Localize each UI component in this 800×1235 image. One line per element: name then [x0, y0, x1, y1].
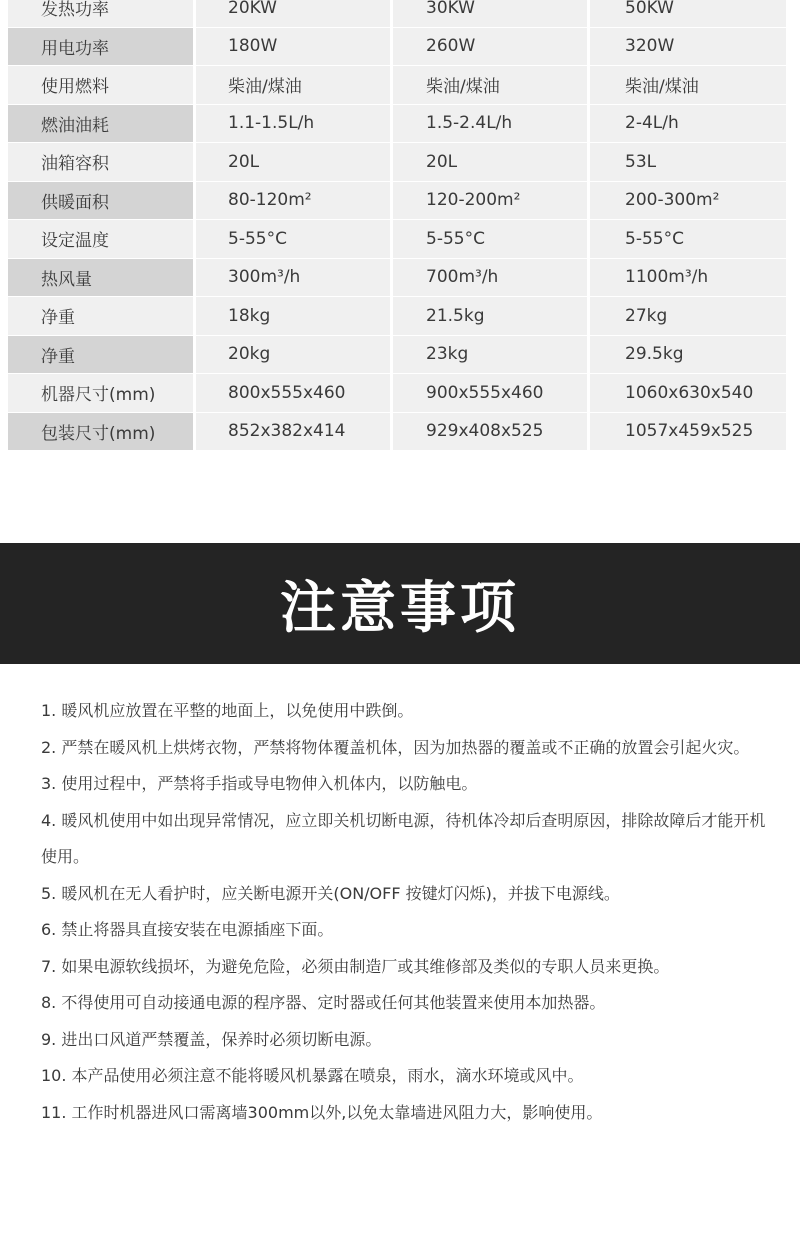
note-item: 6. 禁止将器具直接安装在电源插座下面。 — [41, 920, 334, 939]
spec-value-model-1: 800x555x460 — [196, 374, 393, 413]
spec-value-model-2: 900x555x460 — [393, 374, 590, 413]
spec-value-model-3: 1060x630x540 — [590, 374, 786, 413]
spec-label: 使用燃料 — [8, 66, 196, 105]
spec-row — [8, 0, 786, 28]
spec-value-model-3: 29.5kg — [590, 336, 786, 375]
spec-value-model-1: 180W — [196, 28, 393, 67]
spec-value-model-1: 20kg — [196, 336, 393, 375]
spec-value-model-3: 柴油/煤油 — [590, 66, 786, 105]
note-item: 3. 使用过程中，严禁将手指或导电物伸入机体内，以防触电。 — [41, 774, 478, 793]
spec-label: 设定温度 — [8, 220, 196, 259]
spec-label: 机器尺寸(mm) — [8, 374, 196, 413]
spec-row — [8, 413, 786, 452]
spec-value-model-2: 柴油/煤油 — [393, 66, 590, 105]
note-item: 11. 工作时机器进风口需离墙300mm以外,以免太靠墙进风阻力大，影响使用。 — [41, 1102, 603, 1122]
spec-value-model-1: 300m³/h — [196, 259, 393, 298]
spec-row — [8, 143, 786, 182]
spec-label: 热风量 — [8, 259, 196, 298]
spec-row — [8, 28, 786, 67]
spec-value-model-1: 80-120m² — [196, 182, 393, 221]
banner-title: 注意事项 — [280, 575, 520, 641]
spec-label: 净重 — [8, 336, 196, 375]
spec-label: 供暖面积 — [8, 182, 196, 221]
notice-banner — [0, 543, 800, 664]
spec-value-model-2: 23kg — [393, 336, 590, 375]
note-item: 10. 本产品使用必须注意不能将暖风机暴露在喷泉，雨水，滴水环境或风中。 — [41, 1066, 584, 1085]
spec-row — [8, 336, 786, 375]
spec-value-model-1: 1.1-1.5L/h — [196, 105, 393, 144]
spec-row — [8, 66, 786, 105]
spec-label: 发热功率 — [8, 0, 196, 28]
note-item: 2. 严禁在暖风机上烘烤衣物，严禁将物体覆盖机体，因为加热器的覆盖或不正确的放置会引起火灾。 — [41, 737, 750, 757]
note-item: 4. 暖风机使用中如出现异常情况，应立即关机切断电源，待机体冷却后查明原因，排除故障后才能开机使用。 — [41, 810, 766, 866]
spec-value-model-2: 260W — [393, 28, 590, 67]
spec-table — [8, 0, 786, 451]
notes-list — [41, 693, 781, 1131]
spec-row — [8, 259, 786, 298]
spec-row — [8, 220, 786, 259]
spec-value-model-3: 200-300m² — [590, 182, 786, 221]
spec-value-model-2: 20L — [393, 143, 590, 182]
spec-label: 用电功率 — [8, 28, 196, 67]
spec-value-model-3: 50KW — [590, 0, 786, 28]
spec-value-model-1: 18kg — [196, 297, 393, 336]
spec-value-model-3: 1057x459x525 — [590, 413, 786, 452]
spec-value-model-3: 2-4L/h — [590, 105, 786, 144]
spec-value-model-2: 929x408x525 — [393, 413, 590, 452]
spec-row — [8, 182, 786, 221]
spec-value-model-3: 53L — [590, 143, 786, 182]
note-item: 1. 暖风机应放置在平整的地面上，以免使用中跌倒。 — [41, 701, 414, 720]
spec-value-model-2: 1.5-2.4L/h — [393, 105, 590, 144]
spec-value-model-2: 30KW — [393, 0, 590, 28]
spec-row — [8, 374, 786, 413]
spec-value-model-3: 5-55°C — [590, 220, 786, 259]
spec-value-model-1: 852x382x414 — [196, 413, 393, 452]
note-item: 7. 如果电源软线损坏，为避免危险，必须由制造厂或其维修部及类似的专职人员来更换。 — [41, 956, 670, 976]
spec-value-model-1: 20L — [196, 143, 393, 182]
spec-label: 净重 — [8, 297, 196, 336]
spec-value-model-3: 320W — [590, 28, 786, 67]
spec-label: 燃油油耗 — [8, 105, 196, 144]
spec-value-model-1: 20KW — [196, 0, 393, 28]
spec-label: 油箱容积 — [8, 143, 196, 182]
spec-value-model-2: 5-55°C — [393, 220, 590, 259]
spec-label: 包装尺寸(mm) — [8, 413, 196, 452]
spec-value-model-2: 21.5kg — [393, 297, 590, 336]
spec-value-model-3: 27kg — [590, 297, 786, 336]
spec-value-model-2: 700m³/h — [393, 259, 590, 298]
spec-value-model-3: 1100m³/h — [590, 259, 786, 298]
spec-row — [8, 105, 786, 144]
spec-value-model-1: 柴油/煤油 — [196, 66, 393, 105]
spec-row — [8, 297, 786, 336]
note-item: 9. 进出口风道严禁覆盖，保养时必须切断电源。 — [41, 1029, 382, 1049]
spec-value-model-2: 120-200m² — [393, 182, 590, 221]
note-item: 5. 暖风机在无人看护时，应关断电源开关(ON/OFF 按键灯闪烁)，并拔下电源线。 — [41, 883, 620, 903]
spec-value-model-1: 5-55°C — [196, 220, 393, 259]
note-item: 8. 不得使用可自动接通电源的程序器、定时器或任何其他装置来使用本加热器。 — [41, 993, 606, 1012]
